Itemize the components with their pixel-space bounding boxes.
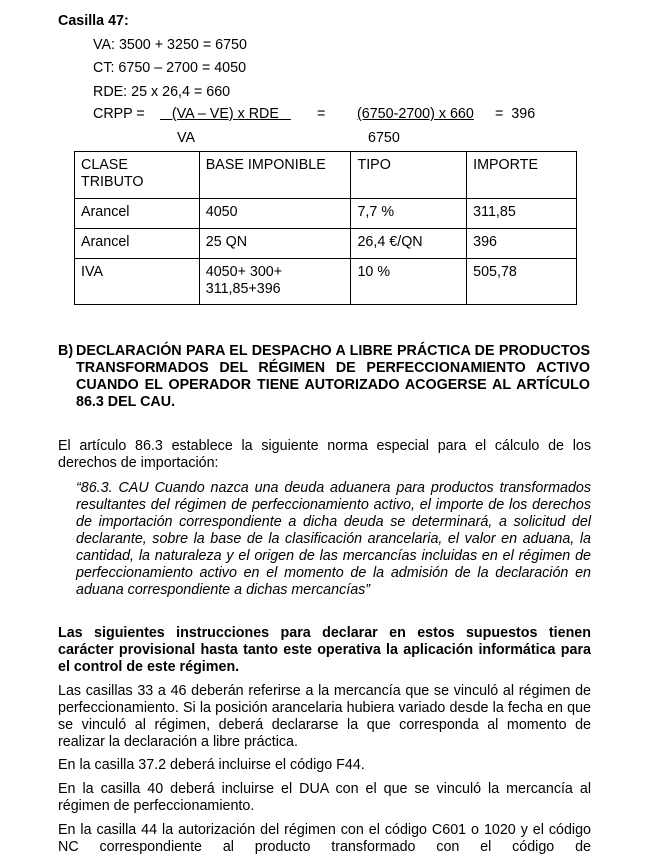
crpp-label: CRPP =: [93, 106, 145, 122]
tax-table: [74, 151, 577, 305]
table-cell: IVA: [75, 259, 200, 305]
crpp-numerator: (VA – VE) x RDE: [160, 106, 291, 122]
table-cell: 26,4 €/QN: [351, 229, 467, 259]
table-cell: Arancel: [75, 199, 200, 229]
rde-formula: RDE: 25 x 26,4 = 660: [93, 84, 231, 100]
section-b-label: B): [58, 343, 74, 359]
crpp-result: = 396: [495, 106, 536, 122]
section-b-heading: [58, 343, 590, 411]
header-cell: CLASE TRIBUTO: [75, 152, 200, 199]
crpp-equals: =: [317, 106, 326, 122]
paragraph-casilla-44: En la casilla 44 la autorización del régimen con el código C601 o 1020 y el código NC correspondiente al producto transformado con el código de: [58, 822, 591, 855]
header-cell: IMPORTE: [467, 152, 577, 199]
va-formula: VA: 3500 + 3250 = 6750: [93, 37, 247, 53]
intro-paragraph: El artículo 86.3 establece la siguiente norma especial para el cálculo de los derechos de importación:: [58, 438, 591, 471]
casilla-title: Casilla 47:: [58, 13, 129, 29]
table-row: [75, 229, 577, 259]
table-cell: 396: [467, 229, 577, 259]
table-cell: Arancel: [75, 229, 200, 259]
table-header-row: [75, 152, 577, 199]
table-cell: 4050: [199, 199, 351, 229]
section-b-title: DECLARACIÓN PARA EL DESPACHO A LIBRE PRÁCTICA DE PRODUCTOS TRANSFORMADOS DEL RÉGIMEN DE PERFECCIONAMIENTO ACTIVO CUANDO EL OPERADOR TIENE AUTORIZADO ACOGERSE AL ARTÍCULO 86.3 DEL CAU.: [76, 343, 590, 410]
table-cell: 10 %: [351, 259, 467, 305]
table-cell: 4050+ 300+ 311,85+396: [199, 259, 351, 305]
crpp-numerator-values: (6750-2700) x 660: [357, 106, 474, 122]
crpp-denominator-values: 6750: [368, 130, 400, 146]
table-row: [75, 259, 577, 305]
ct-formula: CT: 6750 – 2700 = 4050: [93, 60, 247, 76]
table-cell: 7,7 %: [351, 199, 467, 229]
article-quote: “86.3. CAU Cuando nazca una deuda aduanera para productos transformados resultantes del régimen de perfeccionamiento activo, el importe de los derechos de importación correspondiente a dicha deuda se determinará, a solicitud del declarante, sobre la base de la clasificación arancelaria, el valor en aduana, la cantidad, la naturaleza y el origen de las mercancías incluidas en el régimen de perfeccionamiento activo en el momento de la admisión de la declaración en aduana correspondiente a dichas mercancías”: [76, 480, 591, 598]
paragraph-casillas-33-46: Las casillas 33 a 46 deberán referirse a la mercancía que se vinculó al régimen de perfeccionamiento. Si la posición arancelaria hubiera variado desde la fecha en que se vinculó al régimen, deberá declararse la que corresponda al momento de realizar la declaración a libre práctica.: [58, 683, 591, 750]
header-cell: BASE IMPONIBLE: [199, 152, 351, 199]
header-cell: TIPO: [351, 152, 467, 199]
table-cell: 25 QN: [199, 229, 351, 259]
table-cell: 505,78: [467, 259, 577, 305]
table-cell: 311,85: [467, 199, 577, 229]
paragraph-casilla-40: En la casilla 40 deberá incluirse el DUA con el que se vinculó la mercancía al régimen de perfeccionamiento.: [58, 781, 591, 814]
paragraph-casilla-37: En la casilla 37.2 deberá incluirse el código F44.: [58, 757, 365, 773]
crpp-denominator: VA: [177, 130, 196, 146]
provisional-note: Las siguientes instrucciones para declarar en estos supuestos tienen carácter provisional hasta tanto este operativa la aplicación informática para el control de este régimen.: [58, 625, 591, 675]
table-row: [75, 199, 577, 229]
